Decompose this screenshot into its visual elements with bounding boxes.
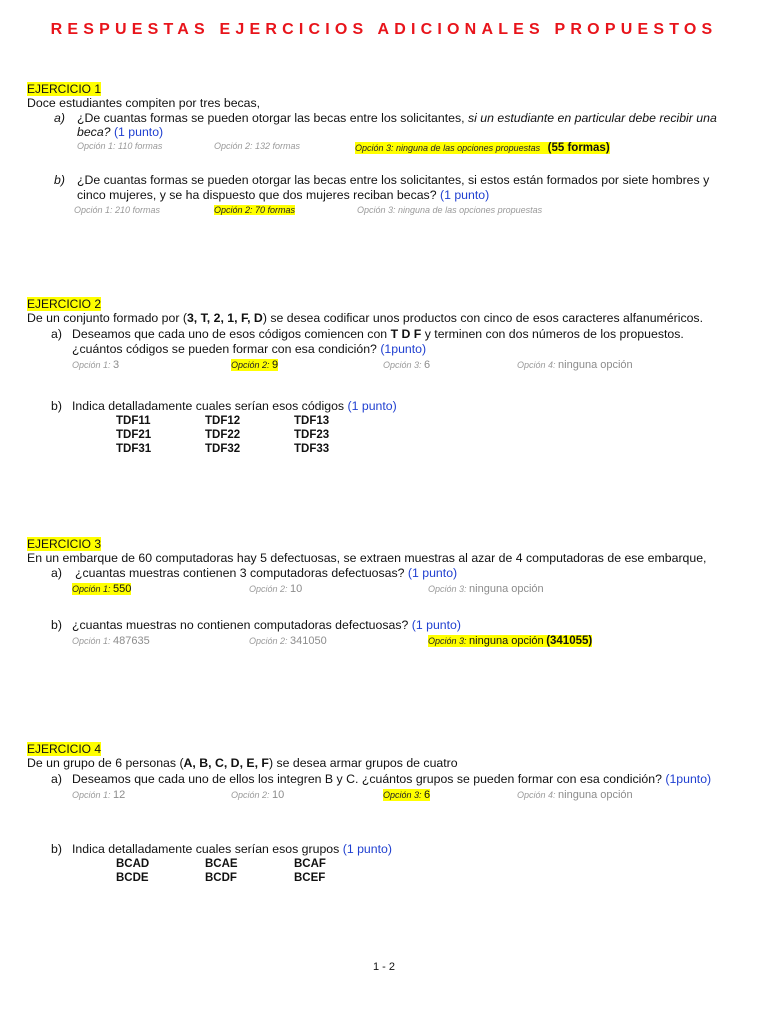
ex4-a-option-4-value: ninguna opción bbox=[558, 789, 633, 801]
ex4-b-text: Indica detalladamente cuales serían esos grupos bbox=[72, 842, 340, 856]
ex3-b-option-3-value: ninguna opción bbox=[469, 635, 544, 647]
ex2-a-text-post: y terminen con dos números de los propuestos. bbox=[421, 327, 684, 341]
ex1-b-option-1: Opción 1: 210 formas bbox=[74, 205, 161, 215]
ex3-b-option-2-value: 341050 bbox=[290, 635, 327, 647]
group-cell: BCAF bbox=[294, 858, 326, 870]
ex4-a-option-3-value: 6 bbox=[424, 789, 431, 801]
code-cell: TDF11 bbox=[116, 415, 151, 427]
page-title: RESPUESTAS EJERCICIOS ADICIONALES PROPUESTOS bbox=[50, 21, 718, 38]
ex2-a-text-bold: T D F bbox=[390, 327, 422, 341]
code-cell: TDF22 bbox=[205, 429, 241, 441]
ex3-a-option-3 bbox=[428, 583, 544, 595]
ex1-a-question-line2 bbox=[77, 125, 163, 139]
ex1-b-points: (1 punto) bbox=[439, 188, 490, 202]
ex2-a-option-3-value: 6 bbox=[424, 359, 431, 371]
ex4-a-option-4-label: Opción 4: bbox=[517, 790, 556, 800]
ex2-b-label: b) bbox=[51, 399, 62, 413]
ex4-a-option-1 bbox=[72, 789, 125, 801]
ex2-intro-set: 3, T, 2, 1, F, D bbox=[186, 311, 263, 325]
ex4-a-points: (1punto) bbox=[665, 772, 712, 786]
ex2-b-points: (1 punto) bbox=[347, 399, 397, 413]
ex2-b-line bbox=[72, 399, 397, 413]
exercise-3-intro: En un embarque de 60 computadoras hay 5 defectuosas, se extraen muestras al azar de 4 computadoras de ese embarque, bbox=[27, 551, 707, 565]
ex3-b-option-2 bbox=[249, 635, 327, 647]
ex4-b-label: b) bbox=[51, 842, 62, 856]
exercise-1-heading: EJERCICIO 1 bbox=[27, 82, 102, 96]
ex3-a-option-3-value: ninguna opción bbox=[469, 583, 544, 595]
code-cell: TDF21 bbox=[116, 429, 152, 441]
ex2-a-points: (1punto) bbox=[380, 342, 427, 356]
ex2-a-option-1 bbox=[72, 359, 119, 371]
ex3-a-option-2 bbox=[249, 583, 302, 595]
ex2-intro-pre: De un conjunto formado por ( bbox=[27, 311, 187, 325]
ex3-b-answer: (341055) bbox=[546, 635, 593, 647]
ex1-b-option-2-selected: Opción 2: 70 formas bbox=[214, 205, 296, 215]
ex1-b-line2-wrap bbox=[77, 188, 489, 202]
ex3-b-text: ¿cuantas muestras no contienen computadoras defectuosas? bbox=[72, 618, 409, 632]
ex1-b-line2: cinco mujeres, y se ha dispuesto que dos mujeres reciban becas? bbox=[77, 188, 437, 202]
ex1-a-option-3-selected bbox=[355, 138, 610, 156]
ex4-a-option-1-value: 12 bbox=[113, 789, 126, 801]
ex2-a-option-3 bbox=[383, 359, 430, 371]
ex1-a-question bbox=[77, 111, 717, 125]
ex2-a-option-2-value: 9 bbox=[272, 359, 279, 371]
ex1-a-option-1: Opción 1: 110 formas bbox=[77, 141, 163, 151]
ex3-b-option-1 bbox=[72, 635, 150, 647]
ex3-a-option-3-label: Opción 3: bbox=[428, 584, 467, 594]
ex1-a-label: a) bbox=[54, 111, 65, 125]
ex4-a-option-3-label: Opción 3: bbox=[383, 790, 422, 800]
ex2-a-option-1-value: 3 bbox=[113, 359, 120, 371]
ex2-a-option-2-label: Opción 2: bbox=[231, 360, 270, 370]
group-cell: BCEF bbox=[294, 872, 326, 884]
ex3-a-option-1-label: Opción 1: bbox=[72, 584, 111, 594]
exercise-1-intro: Doce estudiantes compiten por tres becas, bbox=[27, 96, 261, 110]
ex3-b-option-1-label: Opción 1: bbox=[72, 636, 111, 646]
code-cell: TDF23 bbox=[294, 429, 330, 441]
ex3-a-text: ¿cuantas muestras contienen 3 computadoras defectuosas? bbox=[75, 566, 405, 580]
group-cell: BCAD bbox=[116, 858, 150, 870]
ex1-a-answer: (55 formas) bbox=[547, 142, 610, 154]
ex2-a-option-2-selected bbox=[231, 359, 278, 371]
ex2-intro-post: ) se desea codificar unos productos con cinco de esos caracteres alfanuméricos. bbox=[262, 311, 703, 325]
code-cell: TDF12 bbox=[205, 415, 241, 427]
ex3-b-option-3-label: Opción 3: bbox=[428, 636, 467, 646]
ex3-b-option-3-selected bbox=[428, 635, 592, 647]
code-cell: TDF32 bbox=[205, 443, 241, 455]
ex2-a-option-4-value: ninguna opción bbox=[558, 359, 633, 371]
ex3-a-option-1-selected bbox=[72, 583, 131, 595]
ex2-a-option-4 bbox=[517, 359, 633, 371]
group-cell: BCDF bbox=[205, 872, 237, 884]
ex2-b-text: Indica detalladamente cuales serían esos códigos bbox=[72, 399, 345, 413]
ex2-a-text-pre: Deseamos que cada uno de esos códigos comiencen con bbox=[72, 327, 391, 341]
ex4-intro-pre: De un grupo de 6 personas ( bbox=[27, 756, 184, 770]
ex3-a-option-1-value: 550 bbox=[113, 583, 132, 595]
ex3-a-points: (1 punto) bbox=[407, 566, 458, 580]
exercise-3-heading: EJERCICIO 3 bbox=[27, 537, 102, 551]
ex2-a-option-4-label: Opción 4: bbox=[517, 360, 556, 370]
ex1-b-option-3: Opción 3: ninguna de las opciones propuestas bbox=[357, 205, 543, 215]
ex4-intro-set: A, B, C, D, E, F bbox=[183, 756, 269, 770]
ex4-b-line bbox=[72, 842, 392, 856]
ex1-b-label: b) bbox=[54, 173, 65, 187]
ex4-b-points: (1 punto) bbox=[342, 842, 392, 856]
group-cell: BCAE bbox=[205, 858, 238, 870]
group-cell: BCDE bbox=[116, 872, 149, 884]
ex1-b-line1: ¿De cuantas formas se pueden otorgar las becas entre los solicitantes, si estos están formados por siete hombres y bbox=[77, 173, 710, 187]
ex1-a-option-2: Opción 2: 132 formas bbox=[214, 141, 301, 151]
ex4-a-label: a) bbox=[51, 772, 62, 786]
code-cell: TDF13 bbox=[294, 415, 330, 427]
ex2-a-option-1-label: Opción 1: bbox=[72, 360, 111, 370]
ex1-a-points: (1 punto) bbox=[113, 125, 164, 139]
ex3-b-points: (1 punto) bbox=[411, 618, 461, 632]
ex1-a-italic: si un estudiante en particular debe recibir una bbox=[467, 111, 717, 125]
exercise-2-intro bbox=[27, 311, 703, 325]
ex2-a-line2 bbox=[72, 342, 426, 356]
ex4-a-option-3-selected bbox=[383, 789, 430, 801]
ex3-a-option-2-value: 10 bbox=[290, 583, 303, 595]
ex3-a-option-2-label: Opción 2: bbox=[249, 584, 288, 594]
ex4-a-line bbox=[72, 772, 711, 786]
code-cell: TDF31 bbox=[116, 443, 152, 455]
ex3-b-label: b) bbox=[51, 618, 62, 632]
ex2-a-line1 bbox=[72, 327, 684, 341]
ex4-a-option-2-label: Opción 2: bbox=[231, 790, 270, 800]
exercise-4-heading: EJERCICIO 4 bbox=[27, 742, 102, 756]
ex4-intro-post: ) se desea armar grupos de cuatro bbox=[268, 756, 458, 770]
exercise-2-heading: EJERCICIO 2 bbox=[27, 297, 102, 311]
ex3-a-label: a) bbox=[51, 566, 62, 580]
ex1-a-option-3: Opción 3: ninguna de las opciones propuestas bbox=[355, 143, 541, 153]
ex4-a-text: Deseamos que cada uno de ellos los integren B y C. ¿cuántos grupos se pueden formar con esa condición? bbox=[72, 772, 662, 786]
ex3-a-line bbox=[75, 566, 457, 580]
exercise-4-intro bbox=[27, 756, 458, 770]
ex1-a-italic-2: beca? bbox=[77, 125, 111, 139]
ex4-a-option-1-label: Opción 1: bbox=[72, 790, 111, 800]
page-number: 1 - 2 bbox=[372, 961, 395, 973]
ex3-b-line bbox=[72, 618, 461, 632]
ex3-b-option-2-label: Opción 2: bbox=[249, 636, 288, 646]
ex3-b-option-1-value: 487635 bbox=[113, 635, 150, 647]
ex4-a-option-4 bbox=[517, 789, 633, 801]
ex4-a-option-2-value: 10 bbox=[272, 789, 285, 801]
ex2-a-question: ¿cuántos códigos se pueden formar con esa condición? bbox=[72, 342, 377, 356]
code-cell: TDF33 bbox=[294, 443, 330, 455]
ex2-a-label: a) bbox=[51, 327, 62, 341]
ex1-a-text: ¿De cuantas formas se pueden otorgar las becas entre los solicitantes, bbox=[77, 111, 468, 125]
ex2-a-option-3-label: Opción 3: bbox=[383, 360, 422, 370]
ex4-a-option-2 bbox=[231, 789, 284, 801]
